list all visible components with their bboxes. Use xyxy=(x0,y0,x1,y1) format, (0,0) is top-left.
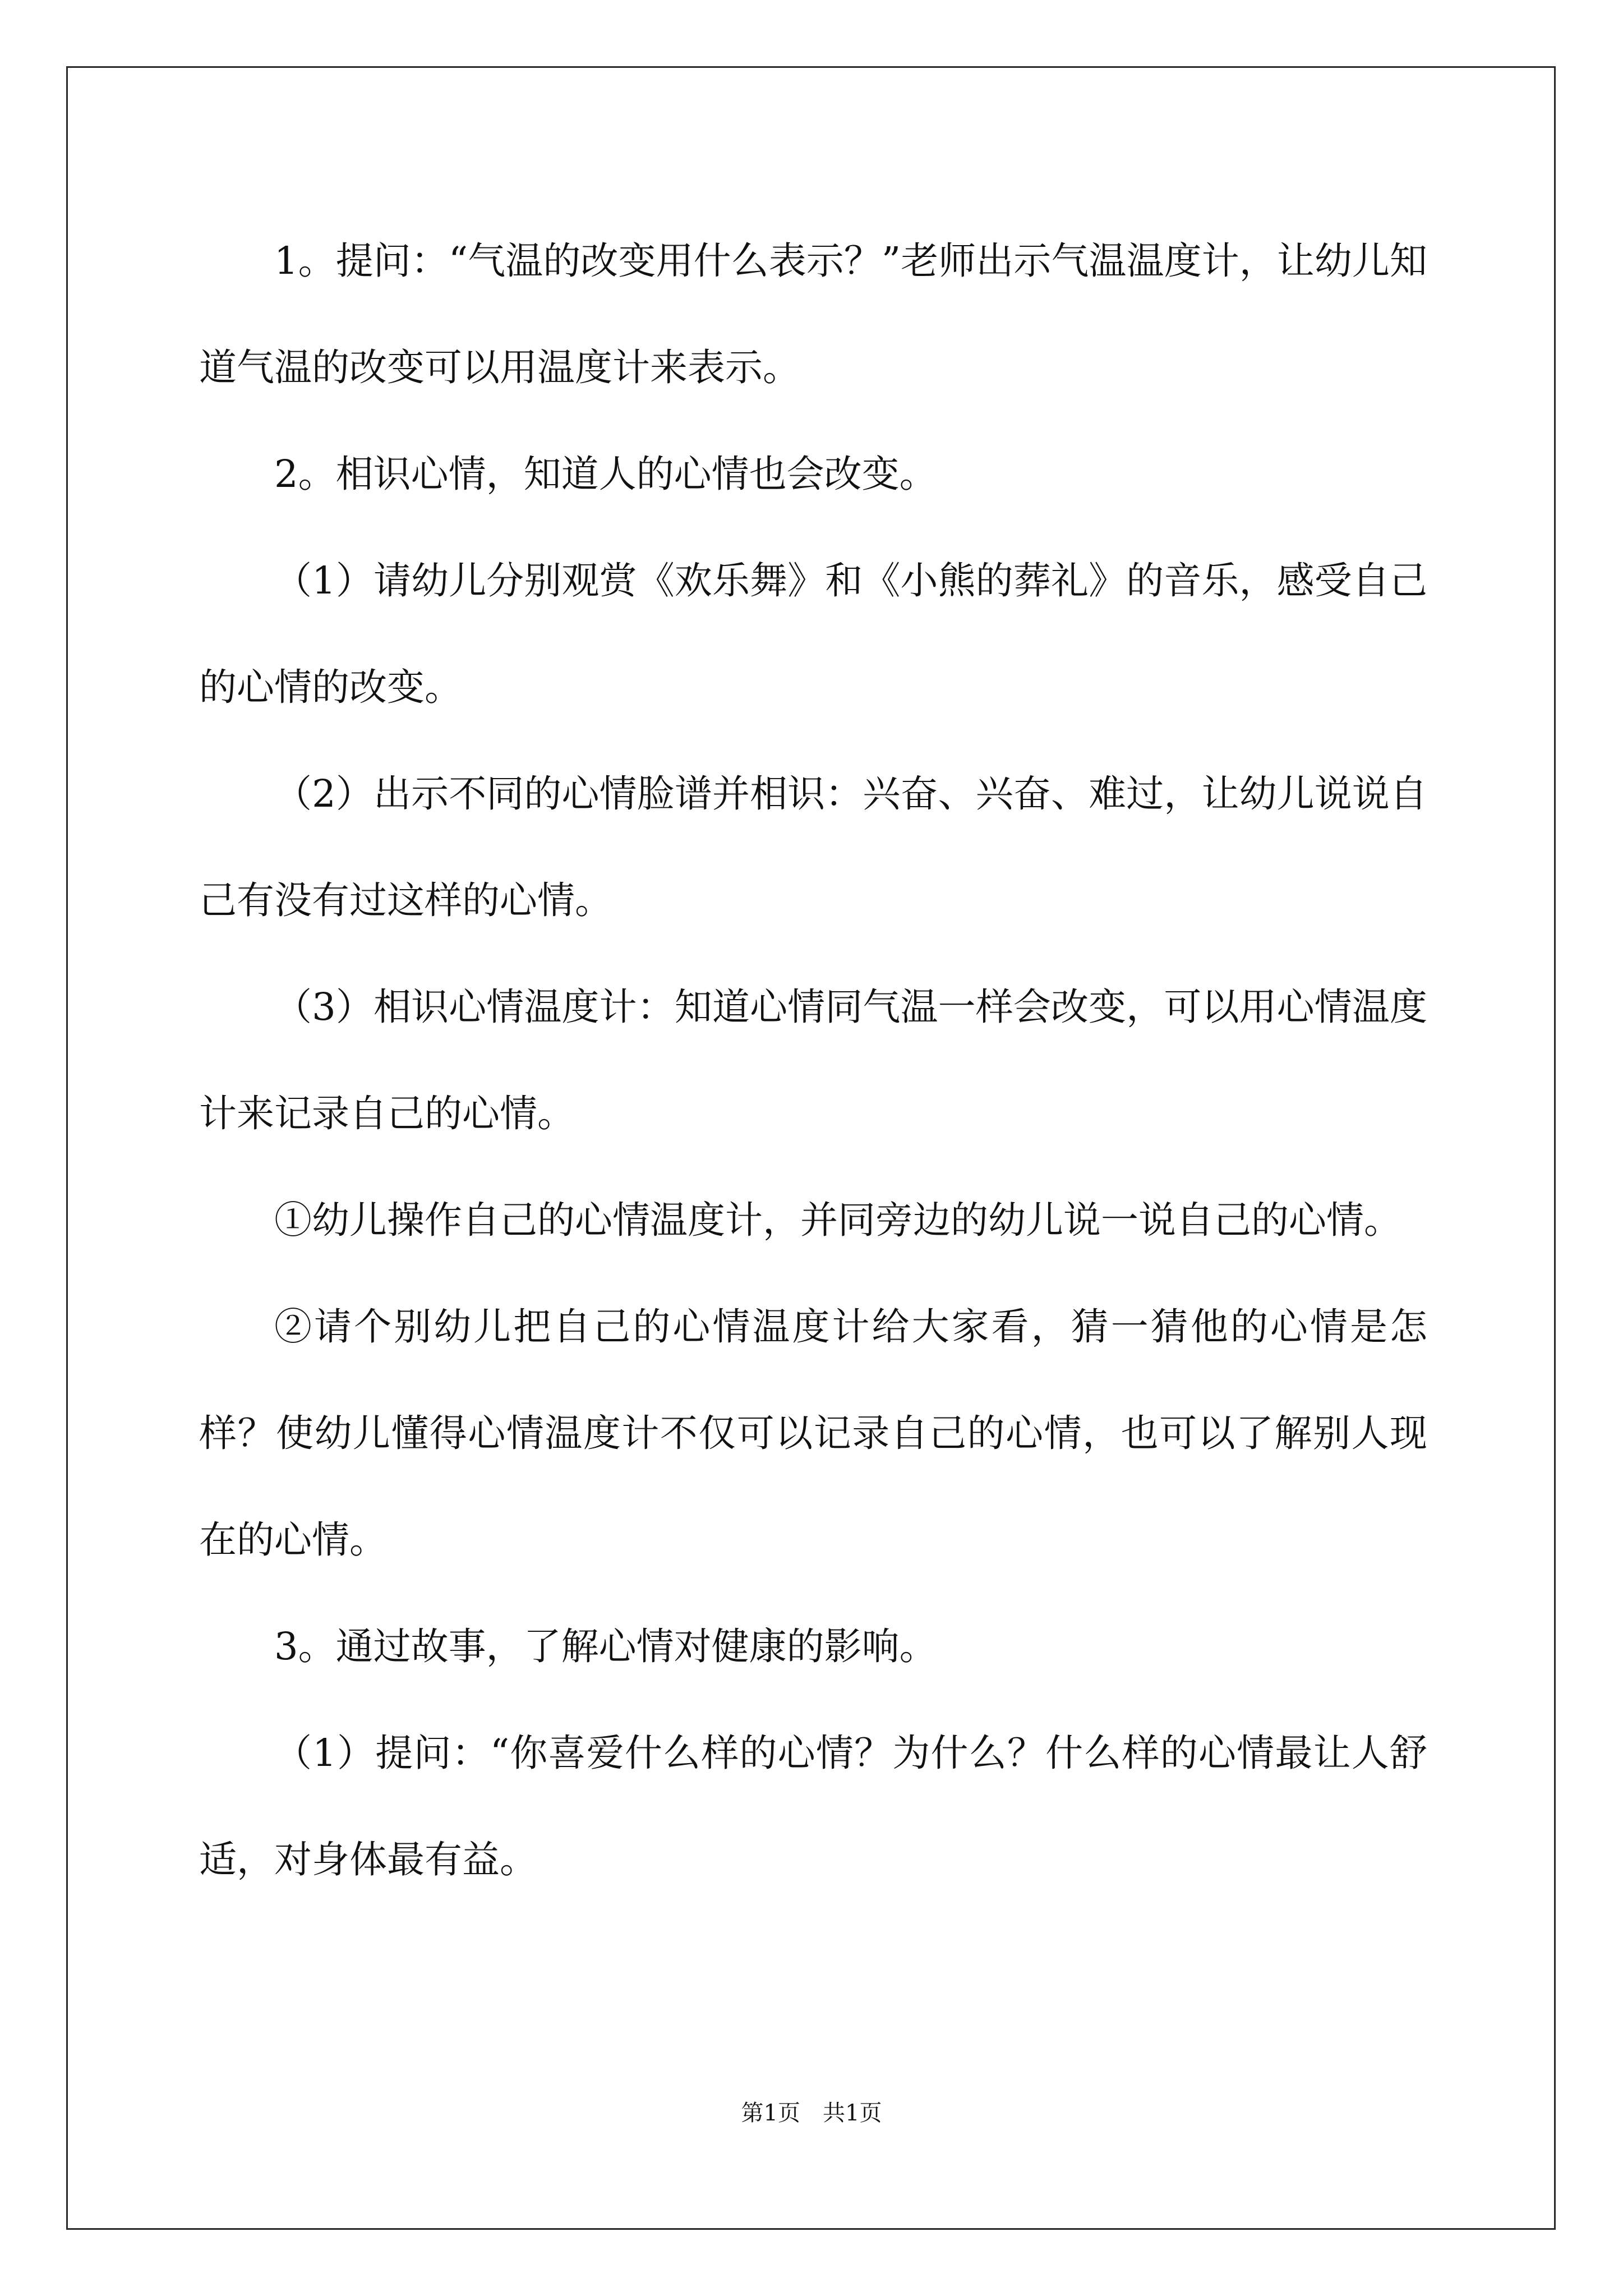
paragraph-3: （1）请幼儿分别观赏《欢乐舞》和《小熊的葬礼》的音乐，感受自己的心情的改变。 xyxy=(199,559,1427,709)
paragraph-5: （3）相识心情温度计：知道心情同气温一样会改变，可以用心情温度计来记录自己的心情。 xyxy=(199,985,1427,1135)
paragraph-7: ②请个别幼儿把自己的心情温度计给大家看，猜一猜他的心情是怎样？使幼儿懂得心情温度计不仅可以记录自己的心情，也可以了解别人现在的心情。 xyxy=(199,1305,1427,1562)
paragraph-2: 2。相识心情，知道人的心情也会改变。 xyxy=(274,452,937,496)
paragraph-9: （1）提问：“你喜爱什么样的心情？为什么？什么样的心情最让人舒适，对身体最有益。 xyxy=(199,1731,1427,1881)
paragraph-8: 3。通过故事，了解心情对健康的影响。 xyxy=(274,1625,937,1668)
page-footer: 第1页 共1页 xyxy=(741,2100,882,2126)
paragraph-1: 1。提问：“气温的改变用什么表示？”老师出示气温温度计，让幼儿知道气温的改变可以用温度计来表示。 xyxy=(199,239,1427,389)
paragraph-6: ①幼儿操作自己的心情温度计，并同旁边的幼儿说一说自己的心情。 xyxy=(274,1198,1401,1242)
paragraph-4: （2）出示不同的心情脸谱并相识：兴奋、兴奋、难过，让幼儿说说自己有没有过这样的心情。 xyxy=(199,772,1427,922)
document-body xyxy=(199,208,1427,1913)
